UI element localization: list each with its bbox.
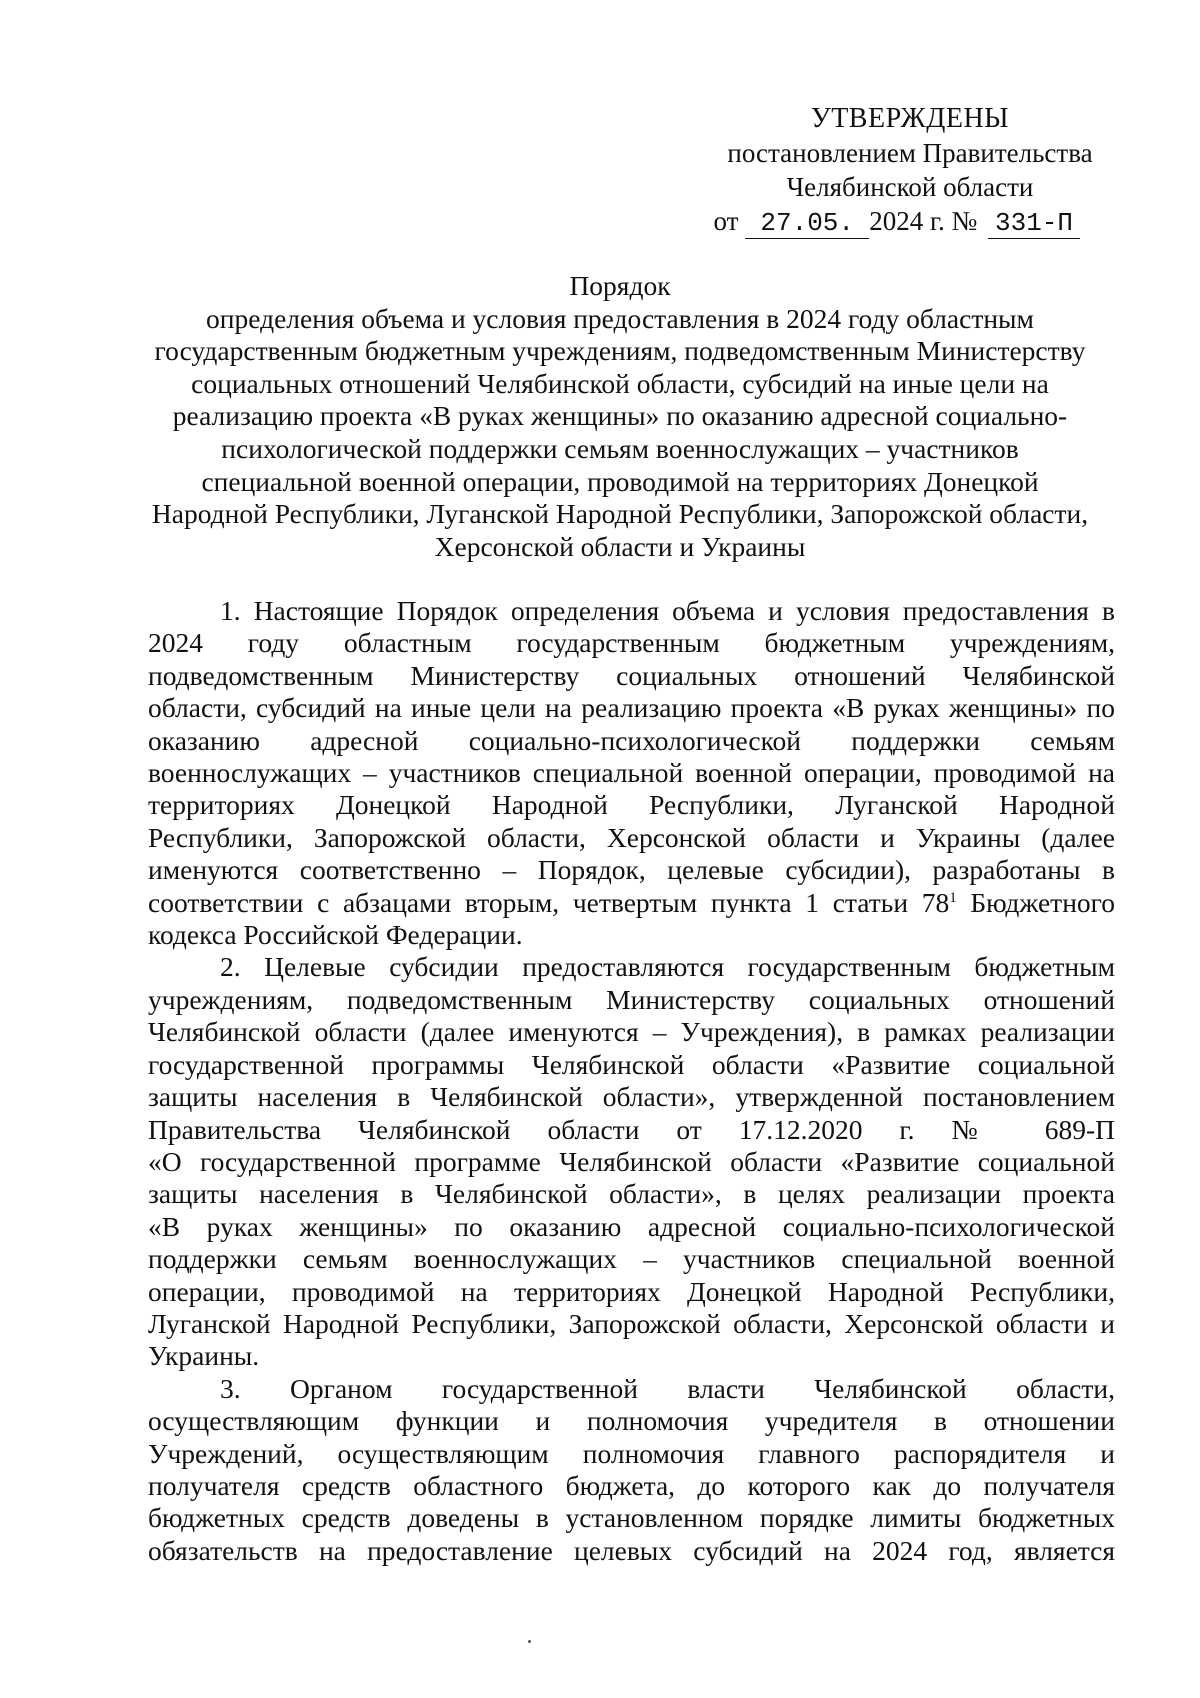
approval-heading: УТВЕРЖДЕНЫ [810, 103, 1010, 134]
approval-line-2: Челябинской области [786, 172, 1034, 202]
title-line: Народной Республики, Луганской Народной Республики, Запорожской области, [151, 498, 1089, 530]
title-line: социальных отношений Челябинской области, субсидий на иные цели на [191, 367, 1049, 399]
document-number: 331-П [988, 208, 1080, 239]
paragraph-2-line: государственной программы Челябинской области «Развитие социальной [148, 1048, 1115, 1080]
document-body [148, 595, 1115, 1567]
paragraph-1-line: 2024 году областным государственным бюджетным учреждениям, [148, 627, 1115, 659]
paragraph-2-line: «О государственной программе Челябинской области «Развитие социальной [148, 1145, 1115, 1177]
title-line: государственным бюджетным учреждениям, подведомственным Министерству [154, 335, 1086, 367]
paragraph-3-line: Учреждений, осуществляющим полномочия главного распорядителя и [148, 1437, 1115, 1469]
title-line: реализацию проекта «В руках женщины» по оказанию адресной социально- [172, 400, 1068, 432]
paragraph-2-line: «В руках женщины» по оказанию адресной социально-психологической [148, 1210, 1115, 1242]
title-line: психологической поддержки семьям военнослужащих – участников [221, 432, 1019, 464]
title-heading: Порядок [569, 270, 671, 301]
title-line: Херсонской области и Украины [434, 530, 806, 562]
paragraph-2-line: 2. Целевые субсидии предоставляются государственным бюджетным [220, 951, 1115, 983]
approval-date-line [670, 204, 1080, 239]
paragraph-3-line: бюджетных средств доведены в установленном порядке лимиты бюджетных [148, 1502, 1115, 1534]
title-line: определения объема и условия предоставления в 2024 году областным [206, 302, 1034, 334]
document-title [140, 270, 1100, 563]
paragraph-3-line: осуществляющим функции и полномочия учредителя в отношении [148, 1405, 1115, 1437]
scan-speck [528, 1640, 531, 1643]
paragraph-1-line: оказанию адресной социально-психологической поддержки семьям [148, 724, 1115, 756]
paragraph-3-line: получателя средств областного бюджета, до которого как до получателя [148, 1469, 1115, 1501]
paragraph-1-text-tail: Бюджетного [956, 886, 1115, 918]
paragraph-2-line: учреждениям, подведомственным Министерству социальных отношений [148, 983, 1115, 1015]
title-line: специальной военной операции, проводимой на территориях Донецкой [201, 465, 1039, 497]
paragraph-1-line: территориях Донецкой Народной Республики, Луганской Народной [148, 789, 1115, 821]
date-prefix: от [713, 206, 739, 236]
approval-line-1: постановлением Правительства [727, 138, 1093, 168]
paragraph-1-line: подведомственным Министерству социальных отношений Челябинской [148, 659, 1115, 691]
paragraph-1-line: Республики, Запорожской области, Херсонской области и Украины (далее [148, 821, 1115, 853]
paragraph-2-line: Челябинской области (далее именуются – Учреждения), в рамках реализации [148, 1016, 1115, 1048]
paragraph-2-line: защиты населения в Челябинской области», утвержденной постановлением [148, 1081, 1115, 1113]
paragraph-2-line: Правительства Челябинской области от 17.12.2020 г. № 689-П [148, 1113, 1115, 1145]
paragraph-3-line: 3. Органом государственной власти Челябинской области, [220, 1372, 1115, 1404]
paragraph-2-line: Луганской Народной Республики, Запорожской области, Херсонской области и [148, 1307, 1115, 1339]
paragraph-1-line-footnote [148, 887, 1115, 919]
paragraph-1-text: соответствии с абзацами вторым, четвертым пункта 1 статьи 78 [148, 886, 950, 918]
paragraph-1-line: области, субсидий на иные цели на реализацию проекта «В руках женщины» по [148, 692, 1115, 724]
paragraph-1-line: именуются соответственно – Порядок, целевые субсидии), разработаны в [148, 854, 1115, 886]
paragraph-3-line: обязательств на предоставление целевых субсидий на 2024 год, является [148, 1534, 1115, 1566]
year-text: 2024 г. № [869, 206, 978, 236]
paragraph-2-line: защиты населения в Челябинской области», в целях реализации проекта [148, 1178, 1115, 1210]
paragraph-1-line: 1. Настоящие Порядок определения объема и условия предоставления в [220, 595, 1115, 626]
paragraph-1-line: военнослужащих – участников специальной военной операции, проводимой на [148, 757, 1115, 789]
paragraph-2-line: Украины. [148, 1340, 260, 1372]
paragraph-2-line: операции, проводимой на территориях Донецкой Народной Республики, [148, 1275, 1115, 1307]
approval-stamp [690, 102, 1130, 239]
superscript-marker: 1 [949, 889, 957, 906]
paragraph-2-line: поддержки семьям военнослужащих – участников специальной военной [148, 1243, 1115, 1275]
paragraph-1-line: кодекса Российской Федерации. [148, 919, 523, 951]
date-value: 27.05. [745, 208, 869, 239]
